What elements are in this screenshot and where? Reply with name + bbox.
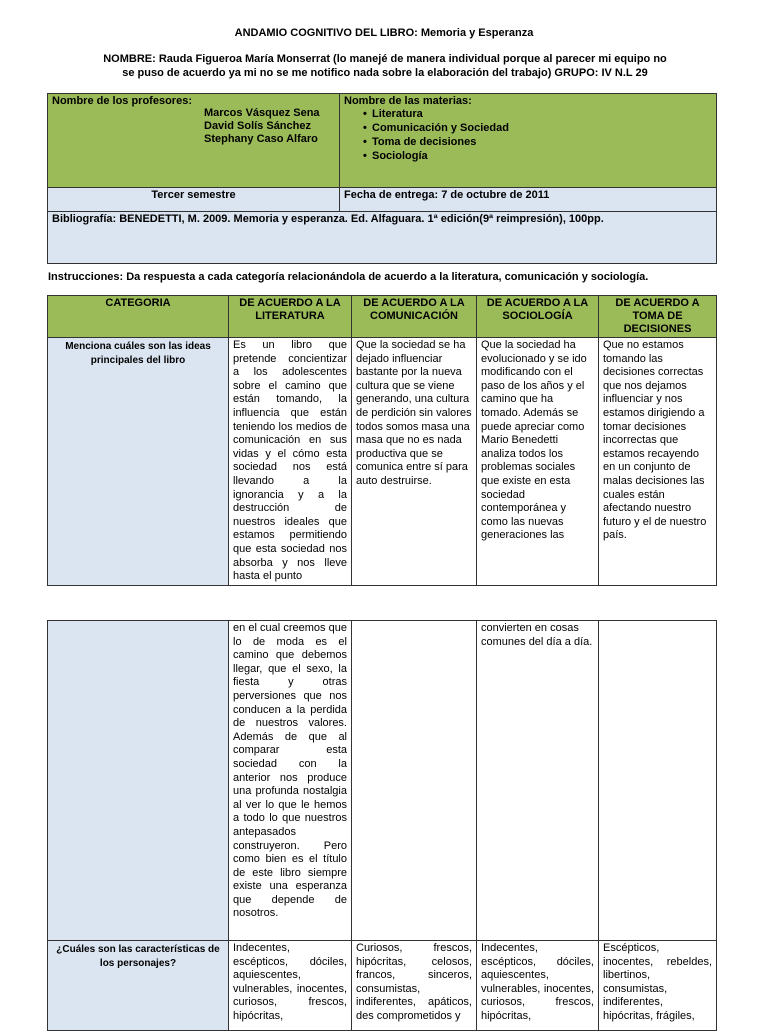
professor-name: Stephany Caso Alfaro	[204, 133, 318, 145]
professor-name: Marcos Vásquez Sena	[204, 107, 320, 119]
student-info-line-2: se puso de acuerdo ya mi no se me notifico nada sobre la elaboración del trabajo) GRUPO: IV N.L 29	[122, 67, 648, 79]
info-table	[47, 93, 717, 264]
subjects-list	[344, 107, 712, 163]
sociology-cell: convierten en cosas comunes del día a día.	[477, 621, 599, 941]
decisions-cell: Que no estamos tomando las decisiones correctas que nos dejamos influenciar y nos estamos dirigiendo a tomar decisiones incorrectas que estamos recayendo en un conjunto de malas decisiones las cuales están afectando nuestro futuro y el de nuestro país.	[599, 338, 717, 586]
communication-cell: Curiosos, frescos, hipócritas, celosos, francos, sinceros, consumistas, indiferentes, apáticos, des comprometidos y	[352, 941, 477, 1031]
table-row	[48, 338, 717, 586]
header-communication: DE ACUERDO A LA COMUNICACIÓN	[352, 296, 477, 338]
header-category: CATEGORIA	[48, 296, 229, 338]
document-title: ANDAMIO COGNITIVO DEL LIBRO: Memoria y Esperanza	[234, 27, 534, 39]
sociology-cell: Que la sociedad ha evolucionado y se ido modificando con el paso de los años y el camino que ha tomado. Además se puede apreciar como Mario Benedetti analiza todos los problemas sociales que existe en esta sociedad contemporánea y como las nuevas generaciones las	[477, 338, 599, 586]
category-table	[47, 295, 717, 586]
literature-cell: Es un libro que pretende concientizar a los adolescentes sobre el camino que están tomando, la influencia que están teniendo los medios de comunicación en sus vidas y el cómo esta sociedad nos está llevando a la ignorancia y a la destrucción de nuestros ideales que estamos permitiendo que esta sociedad nos absorba y nos lleve hasta el punto	[229, 338, 352, 586]
table-row	[48, 941, 717, 1031]
category-cell: Menciona cuáles son las ideas principales del libro	[48, 338, 229, 586]
student-info	[40, 52, 730, 80]
subject-item: • Comunicación y Sociedad	[372, 121, 712, 135]
subject-item: • Literatura	[372, 107, 712, 121]
subject-item: • Toma de decisiones	[372, 135, 712, 149]
subjects-label: Nombre de las materias:	[344, 95, 472, 107]
professors-label: Nombre de los profesores:	[52, 95, 192, 107]
table-header-row	[48, 296, 717, 338]
header-literature: DE ACUERDO A LA LITERATURA	[229, 296, 352, 338]
header-decisions: DE ACUERDO A TOMA DE DECISIONES	[599, 296, 717, 338]
instructions: Instrucciones: Da respuesta a cada categoría relacionándola de acuerdo a la literatura, comunicación y sociología.	[48, 271, 649, 283]
delivery-date-cell: Fecha de entrega: 7 de octubre de 2011	[340, 188, 717, 212]
category-cell	[48, 621, 229, 941]
decisions-cell: Escépticos, inocentes, rebeldes, libertinos, consumistas, indiferentes, hipócritas, frágiles,	[599, 941, 717, 1031]
sociology-cell: Indecentes, escépticos, dóciles, aquiescentes, vulnerables, inocentes, curiosos, frescos, hipócritas,	[477, 941, 599, 1031]
communication-cell: Que la sociedad se ha dejado influenciar bastante por la nueva cultura que se viene generando, una cultura de perdición sin valores todos somos masa una masa que no es nada productiva que se comunica entre sí para auto destruirse.	[352, 338, 477, 586]
header-sociology: DE ACUERDO A LA SOCIOLOGÍA	[477, 296, 599, 338]
literature-cell: Indecentes, escépticos, dóciles, aquiescentes, vulnerables, inocentes, curiosos, frescos, hipócritas,	[229, 941, 352, 1031]
decisions-cell	[599, 621, 717, 941]
semester-cell: Tercer semestre	[48, 188, 340, 212]
student-info-line-1: NOMBRE: Rauda Figueroa María Monserrat (lo manejé de manera individual porque al parecer mi equipo no	[103, 53, 667, 65]
subjects-cell	[340, 94, 717, 188]
category-table-continued	[47, 620, 717, 1031]
professors-cell	[48, 94, 340, 188]
literature-cell: en el cual creemos que lo de moda es el camino que debemos llegar, que el sexo, la fiesta y otras perversiones que nos conducen a la perdida de nuestros valores. Además de que al comparar esta sociedad con la anterior nos produce una profunda nostalgia al ver lo que le hemos a todo lo que nuestros antepasados construyeron. Pero como bien es el título de este libro siempre existe una esperanza que depende de nosotros.	[229, 621, 352, 941]
professor-name: David Solís Sánchez	[204, 120, 311, 132]
table-row	[48, 621, 717, 941]
category-cell: ¿Cuáles son las características de los personajes?	[48, 941, 229, 1031]
communication-cell	[352, 621, 477, 941]
bibliography-cell: Bibliografía: BENEDETTI, M. 2009. Memoria y esperanza. Ed. Alfaguara. 1ª edición(9ª reimpresión), 100pp.	[48, 212, 717, 264]
subject-item: • Sociología	[372, 149, 712, 163]
